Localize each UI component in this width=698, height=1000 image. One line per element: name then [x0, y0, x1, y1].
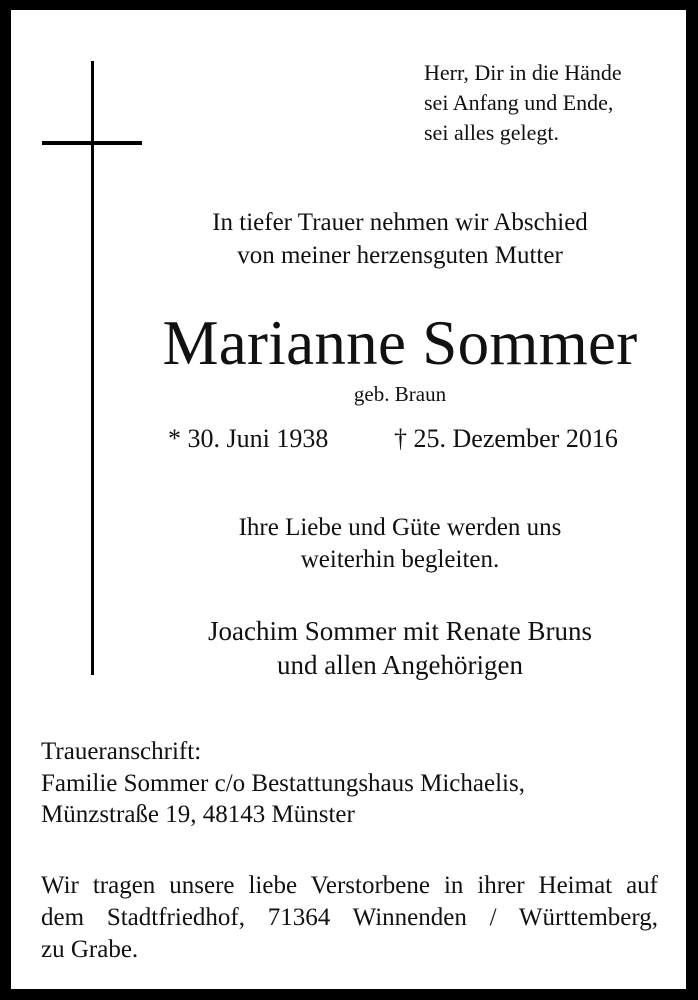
burial-line: dem Stadtfriedhof, 71364 Winnenden / Württemberg, [41, 904, 658, 931]
tribute-line: weiterhin begleiten. [300, 546, 500, 573]
tribute-line: Ihre Liebe und Güte werden uns [238, 514, 562, 541]
tribute-text [150, 512, 650, 576]
burial-line: Wir tragen unsere liebe Verstorbene in ihrer Heimat auf [41, 872, 658, 899]
birth-date: * 30. Juni 1938 [168, 424, 329, 453]
survivors-line: und allen Angehörigen [277, 650, 523, 680]
life-dates [150, 423, 650, 455]
burial-notice [41, 870, 658, 966]
survivors-line: Joachim Sommer mit Renate Bruns [208, 616, 592, 646]
verse-line: sei Anfang und Ende, [424, 90, 614, 115]
address-line: Münzstraße 19, 48143 Münster [41, 801, 355, 828]
mourning-address [41, 736, 525, 831]
verse-line: Herr, Dir in die Hände [424, 60, 622, 85]
burial-line: zu Grabe. [41, 936, 139, 963]
cross-icon-vertical-bar [91, 61, 94, 675]
deceased-name: Marianne Sommer [162, 308, 638, 378]
intro-line: In tiefer Trauer nehmen wir Abschied [212, 209, 588, 236]
bible-verse [424, 58, 622, 148]
cross-icon-horizontal-bar [42, 141, 142, 145]
intro-line: von meiner herzensguten Mutter [237, 242, 563, 269]
obituary-notice [11, 10, 686, 989]
address-line: Familie Sommer c/o Bestattungshaus Michaelis, [41, 769, 525, 797]
death-date: † 25. Dezember 2016 [394, 424, 618, 453]
survivors [150, 614, 650, 682]
address-label: Traueranschrift: [41, 738, 202, 765]
maiden-name: geb. Braun [353, 382, 447, 406]
intro-text [150, 206, 650, 272]
verse-line: sei alles gelegt. [424, 120, 560, 145]
